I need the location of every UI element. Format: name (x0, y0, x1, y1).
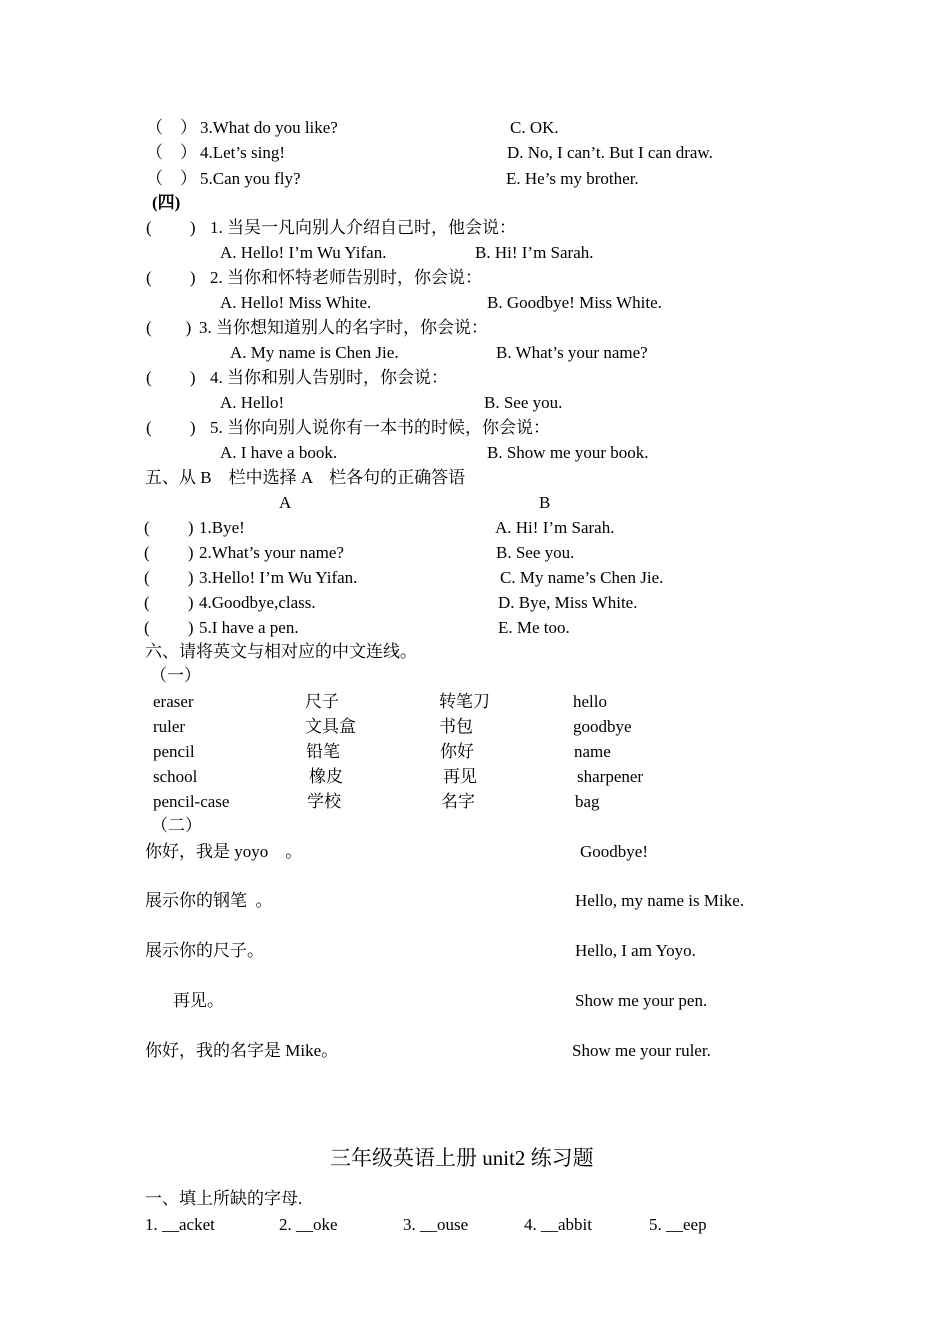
p3-answer: C. OK. (510, 118, 559, 137)
p4-option-a: A. Hello! (220, 393, 285, 412)
unit2-section-heading: 一、填上所缺的字母. (145, 1189, 303, 1208)
p5-column-b-label: B (539, 493, 551, 512)
p4-bracket: ( ) (146, 418, 196, 437)
p3-question: 5.Can you fly? (200, 169, 301, 188)
p5-answer: C. My name’s Chen Jie. (500, 568, 664, 587)
p6-grid-cell: 你好 (440, 742, 474, 761)
p5-answer: B. See you. (496, 543, 575, 562)
p4-option-b: B. Hi! I’m Sarah. (475, 243, 594, 262)
p6-grid-cell: eraser (153, 692, 194, 711)
p4-option-b: B. See you. (484, 393, 563, 412)
p6-grid-cell: goodbye (573, 717, 632, 736)
p4-option-b: B. Goodbye! Miss White. (487, 293, 662, 312)
p4-option-a: A. My name is Chen Jie. (230, 343, 399, 362)
p3-bracket: （ ） (146, 118, 197, 137)
p5-bracket: ( ) (144, 593, 194, 612)
p6-grid-cell: 再见 (443, 767, 477, 786)
p5-heading: 五、从 B 栏中选择 A 栏各句的正确答语 (145, 468, 466, 487)
p5-answer: E. Me too. (498, 618, 570, 637)
p6-subheading-2: （二） (151, 816, 202, 835)
p6-grid-cell: pencil (153, 742, 195, 761)
p6-english-phrase: Show me your pen. (575, 991, 708, 1010)
p3-question: 3.What do you like? (200, 118, 338, 137)
p5-bracket: ( ) (144, 543, 194, 562)
p6-grid-cell: school (153, 767, 198, 786)
fill-blank-item: 5. __eep (649, 1215, 707, 1234)
p3-answer: E. He’s my brother. (506, 169, 639, 188)
p6-chinese-phrase: 你好，我的名字是 Mike。 (145, 1041, 339, 1060)
p3-answer: D. No, I can’t. But I can draw. (507, 143, 713, 162)
p4-question: 4. 当你和别人告别时，你会说： (210, 368, 448, 387)
p4-option-a: A. Hello! Miss White. (220, 293, 372, 312)
p6-grid-cell: name (574, 742, 611, 761)
fill-blank-item: 4. __abbit (524, 1215, 592, 1234)
p3-question: 4.Let’s sing! (200, 143, 285, 162)
unit2-title: 三年级英语上册 unit2 练习题 (330, 1146, 594, 1170)
p5-answer: A. Hi! I’m Sarah. (495, 518, 615, 537)
p6-subheading-1: （一） (150, 666, 201, 685)
p3-bracket: （ ） (146, 143, 197, 162)
p4-question: 2. 当你和怀特老师告别时，你会说： (210, 268, 482, 287)
p5-question: 5.I have a pen. (199, 618, 299, 637)
p6-grid-cell: 转笔刀 (439, 692, 490, 711)
p5-question: 3.Hello! I’m Wu Yifan. (199, 568, 358, 587)
p6-chinese-phrase: 展示你的尺子。 (145, 941, 264, 960)
p6-chinese-phrase: 展示你的钢笔 。 (145, 891, 273, 910)
p6-english-phrase: Hello, my name is Mike. (575, 891, 745, 910)
p4-bracket: ( ) (146, 268, 196, 287)
p6-english-phrase: Show me your ruler. (572, 1041, 711, 1060)
p3-bracket: （ ） (146, 169, 197, 188)
p5-question: 1.Bye! (199, 518, 245, 537)
p6-chinese-phrase: 你好，我是 yoyo 。 (145, 842, 303, 861)
p4-option-a: A. Hello! I’m Wu Yifan. (220, 243, 387, 262)
p4-option-b: B. What’s your name? (496, 343, 648, 362)
p6-grid-cell: 尺子 (305, 692, 339, 711)
p4-heading: (四) (152, 193, 181, 212)
p6-grid-cell: ruler (153, 717, 186, 736)
fill-blank-item: 1. __acket (145, 1215, 215, 1234)
p6-chinese-phrase: 再见。 (173, 991, 224, 1010)
p4-bracket: ( ) (146, 318, 192, 337)
p6-grid-cell: sharpener (577, 767, 644, 786)
p5-bracket: ( ) (144, 568, 194, 587)
p6-grid-cell: 学校 (307, 792, 341, 811)
fill-blank-item: 2. __oke (279, 1215, 338, 1234)
p5-question: 4.Goodbye,class. (199, 593, 316, 612)
p6-grid-cell: 铅笔 (306, 742, 340, 761)
p6-grid-cell: 橡皮 (309, 767, 343, 786)
p5-bracket: ( ) (144, 518, 194, 537)
p4-bracket: ( ) (146, 218, 196, 237)
p5-answer: D. Bye, Miss White. (498, 593, 638, 612)
p6-english-phrase: Hello, I am Yoyo. (575, 941, 696, 960)
p6-grid-cell: 书包 (439, 717, 473, 736)
p4-question: 1. 当吴一凡向别人介绍自己时，他会说： (210, 218, 516, 237)
p6-grid-cell: 文具盒 (305, 717, 356, 736)
p5-column-a-label: A (279, 493, 292, 512)
p4-bracket: ( ) (146, 368, 196, 387)
p6-grid-cell: bag (575, 792, 600, 811)
p6-grid-cell: pencil-case (153, 792, 230, 811)
p4-question: 5. 当你向别人说你有一本书的时候，你会说： (210, 418, 550, 437)
p4-question: 3. 当你想知道别人的名字时，你会说： (199, 318, 488, 337)
p5-question: 2.What’s your name? (199, 543, 344, 562)
p4-option-a: A. I have a book. (220, 443, 338, 462)
p6-heading: 六、请将英文与相对应的中文连线。 (145, 642, 417, 661)
p6-grid-cell: hello (573, 692, 607, 711)
p6-english-phrase: Goodbye! (580, 842, 648, 861)
p6-grid-cell: 名字 (441, 792, 475, 811)
p5-bracket: ( ) (144, 618, 194, 637)
p4-option-b: B. Show me your book. (487, 443, 649, 462)
fill-blank-item: 3. __ouse (403, 1215, 469, 1234)
